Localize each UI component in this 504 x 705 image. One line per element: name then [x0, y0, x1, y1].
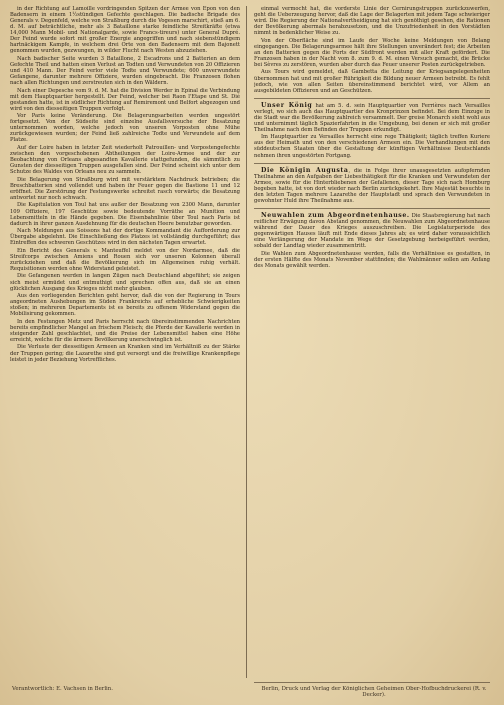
article-paragraph: Die Verluste der diesseitigen Armeen an Kranken sind im Verhältniß zu der Stärke der Truppen gering; die Lazarethe sind gut versorgt und die freiwillige Krankenpflege leistet in jeder Beziehung Vortreffliches.	[10, 344, 240, 363]
article-paragraph: Nach badischer Seite wurden 3 Bataillone, 2 Escadrons und 2 Batterien an dem Gefechte Theil und hatten einen Verlust an Todten und Verwundeten von 20 Offizieren und 410 Mann. Der Feind verlor viele Todte und Verwundete; 600 unverwundete Gefangene, darunter mehrere Offiziere, wurden eingebracht. Die Franzosen flohen nach allen Richtungen und zerstreuten sich in den Wäldern.	[10, 55, 240, 87]
article-paragraph: Die Kapitulation von Toul hat uns außer der Besatzung von 2300 Mann, darunter 109 Offiziere, 197 Geschütze sowie bedeutende Vorräthe an Munition und Lebensmitteln in die Hände gegeben. Die Eisenbahnlinie über Toul nach Paris ist dadurch in ihrer ganzen Ausdehnung für die deutschen Heere benutzbar geworden.	[10, 202, 240, 227]
footer-divider	[254, 682, 490, 683]
article-paragraph: Nach einer Depesche vom 9. d. M. hat die Division Werder in Epinal die Verbindung mit dem Hauptquartier hergestellt. Der Feind, welcher bei Raon l'Etape und St. Dié gestanden hatte, ist in südlicher Richtung auf Remiremont und Belfort abgezogen und wird von den diesseitigen Truppen verfolgt.	[10, 87, 240, 112]
section-paragraph	[254, 213, 490, 249]
article-paragraph: einmal vermocht hat, die vorderste Linie der Cernirungstruppen zurückzuwerfen, geht die Ueberzeugung hervor, daß die Lage der Belagerten mit jedem Tage schwieriger wird. Die Regierung der Nationalvertheidigung hat sich genöthigt gesehen, die Rationen der Bevölkerung abermals herabzusetzen, und die Unzufriedenheit in den Vorstädten nimmt in bedenklicher Weise zu.	[254, 6, 490, 37]
article-paragraph: Die Gefangenen werden in langen Zügen nach Deutschland abgeführt; sie zeigen sich meist ermüdet und entmuthigt und sprechen offen aus, daß sie an einen glücklichen Ausgang des Krieges nicht mehr glauben.	[10, 273, 240, 292]
article-paragraph: Die Wahlen zum Abgeordnetenhause werden, falls die Verhältnisse es gestatten, in der ersten Hälfte des Monats November stattfinden; die Wahlmänner sollen am Anfang des Monats gewählt werden.	[254, 250, 490, 269]
article-paragraph: Von der Oberfläche sind im Laufe der Woche keine Meldungen von Belang eingegangen. Die Belagerungsarmee hält ihre Stellungen unverändert fest; die Arbeiten an den Batterien gegen die Forts der Südfront werden mit aller Kraft gefördert. Die Franzosen haben in der Nacht vom 8. zum 9. d. M. einen Versuch gemacht, die Brücke bei Sèvres zu zerstören, wurden aber durch das Feuer unserer Posten zurückgetrieben.	[254, 37, 490, 68]
section-text: die in Folge ihrer unausgesetzten aufopfernden Theilnahme an den Aufgaben der Liebesthätigkeit für die Kranken und Verwundeten der Armee, sowie für die Hinterbliebenen der Gefallenen, dieser Tage sich nach Homburg begeben hatte, ist von dort wieder nach Berlin zurückgekehrt. Ihre Majestät besuchte in den letzten Tagen mehrere Lazarethe der Hauptstadt und sprach den Verwundeten in gewohnter Huld ihre Theilnahme aus.	[254, 167, 490, 204]
section-divider	[254, 208, 490, 209]
section-heading-elections: Neuwahlen zum Abgeordnetenhause.	[261, 211, 410, 219]
article-paragraph: Nach Meldungen aus Soissons hat der dortige Kommandant die Aufforderung zur Übergabe abgelehnt. Die Einschließung des Platzes ist vollständig durchgeführt; das Eintreffen des schweren Geschützes wird in den nächsten Tagen erwartet.	[10, 228, 240, 247]
section-divider	[254, 163, 490, 164]
section-text: Die Staatsregierung hat nach reiflicher Erwägung davon Abstand genommen, die Neuwahlen zum Abgeordnetenhause während der Dauer des Krieges auszuschreiben. Die Legislaturperiode des gegenwärtigen Hauses läuft mit Ende dieses Jahres ab; es wird daher voraussichtlich eine Verlängerung der Mandate im Wege der Gesetzgebung herbeigeführt werden, sobald der Landtag wieder zusammentritt.	[254, 212, 490, 250]
section-heading-king: Unser König	[261, 101, 313, 109]
section-paragraph	[254, 103, 490, 133]
section-text: hat am 5. d. sein Hauptquartier von Ferrières nach Versailles verlegt, wo sich auch das Hauptquartier des Kronprinzen befindet. Bei dem Einzuge in die Stadt war die Bevölkerung zahlreich versammelt. Der greise Monarch sieht wohl aus und unternimmt täglich Spazierfahrten in die Umgebung, bei denen er sich mit großer Theilnahme nach dem Befinden der Truppen erkundigt.	[254, 102, 490, 133]
section-paragraph: Die Königin Augusta, die in Folge ihrer unausgesetzten aufopfernden Theilnahme an den Aufgaben der Liebesthätigkeit für die Kranken und Verwundeten der Armee, sowie für die Hinterbliebenen der Gefallenen, dieser Tage sich nach Homburg begeben hatte, ist von dort wieder nach Berlin zurückgekehrt. Ihre Majestät besuchte in den letzten Tagen mehrere Lazarethe der Hauptstadt und sprach den Verwundeten in gewohnter Huld ihre Theilnahme aus.	[254, 166, 490, 204]
printer-imprint: Berlin, Druck und Verlag der Königlichen Geheimen Ober-Hofbuchdruckerei (R. v. Decker).	[261, 686, 487, 698]
article-paragraph: Im Hauptquartier zu Versailles herrscht eine rege Thätigkeit; täglich treffen Kuriere aus der Heimath und von den verschiedenen Armeen ein. Die Verhandlungen mit den süddeutschen Staaten über die Gestaltung der künftigen Verhältnisse Deutschlands nehmen ihren ungestörten Fortgang.	[254, 134, 490, 159]
right-column	[254, 6, 490, 678]
section-heading-queen: Die Königin Augusta	[261, 166, 349, 174]
article-paragraph: Die Belagerung von Straßburg wird mit verstärktem Nachdruck betrieben; die Breschbatterien sind vollendet und haben ihr Feuer gegen die Bastione 11 und 12 eröffnet. Die Zerstörung der Festungswerke schreitet rasch vorwärts; die Besatzung antwortet nur noch schwach.	[10, 176, 240, 201]
article-paragraph: Ein Bericht des Generals v. Manteuffel meldet von der Nordarmee, daß die Streifcorps zwischen Amiens und Rouen sich vor unseren Kolonnen überall zurückziehen und daß die Bevölkerung sich im Allgemeinen ruhig verhält. Requisitionen werden ohne Widerstand geleistet.	[10, 247, 240, 272]
responsible-editor-note: Verantwortlich: E. Vachsen in Berlin.	[12, 686, 113, 692]
article-paragraph: In den Festungen Metz und Paris herrscht nach übereinstimmenden Nachrichten bereits empfindlicher Mangel an frischem Fleisch; die Pferde der Kavallerie werden in steigender Zahl geschlachtet, und die Preise der Lebensmittel haben eine Höhe erreicht, welche für die ärmere Bevölkerung unerschwinglich ist.	[10, 318, 240, 343]
article-paragraph: Vor Paris keine Veränderung. Die Belagerungsarbeiten werden ungestört fortgesetzt. Von der Südseite sind einzelne Ausfallsversuche der Besatzung unternommen worden, welche jedoch von unseren Vorposten ohne Mühe zurückgewiesen wurden; der Feind ließ zahlreiche Todte und Verwundete auf dem Platze.	[10, 113, 240, 144]
article-paragraph: Aus den vorliegenden Berichten geht hervor, daß die von der Regierung in Tours angeordneten Aushebungen im Süden Frankreichs auf erhebliche Schwierigkeiten stoßen; in mehreren Departements ist es bereits zu offenem Widerstand gegen die Mobilisirung gekommen.	[10, 293, 240, 318]
section-divider	[254, 98, 490, 99]
article-paragraph: Auf der Loire haben in letzter Zeit wiederholt Patrouillen- und Vorpostengefechte zwischen den vorgeschobenen Abtheilungen der Loire-Armee und der zur Beobachtung von Orleans abgesandten Kavallerie stattgefunden, die sämmtlich zu Gunsten der diesseitigen Truppen ausgefallen sind. Der Feind scheint sich unter dem Schutze des Waldes von Orleans neu zu sammeln.	[10, 145, 240, 176]
column-divider	[246, 6, 247, 678]
article-paragraph: in der Richtung auf Lamoille vordringenden Spitzen der Armee von Epon von den Badensern in einem 1½stündigen Gefechte geschlagen. Die badische Brigade des Generals v. Degenfeld, welche von Straßburg durch die Vogesen marschirt, stieß am 6. d. M. auf beträchtliche, mehr als 3 Bataillone starke feindliche Streitkräfte (etwa 14,000 Mann Mobil- und Nationalgarde, sowie Francs-tireurs) unter General Dupré. Der Feind wurde sofort mit großer Energie angegriffen und nach siebenstündigem hartnäckigem Kampfe, in welchem drei Orte von den Badensern mit dem Bajonett genommen wurden, gezwungen, in wilder Flucht nach Westen abzuziehen.	[10, 6, 240, 55]
article-paragraph: Aus Tours wird gemeldet, daß Gambetta die Leitung der Kriegsangelegenheiten übernommen hat und mit großer Rührigkeit die Bildung neuer Armeen betreibt. Es fehlt jedoch, wie von allen Seiten übereinstimmend berichtet wird, vor Allem an ausgebildeten Offizieren und an Geschützen.	[254, 69, 490, 94]
left-column	[10, 6, 240, 678]
